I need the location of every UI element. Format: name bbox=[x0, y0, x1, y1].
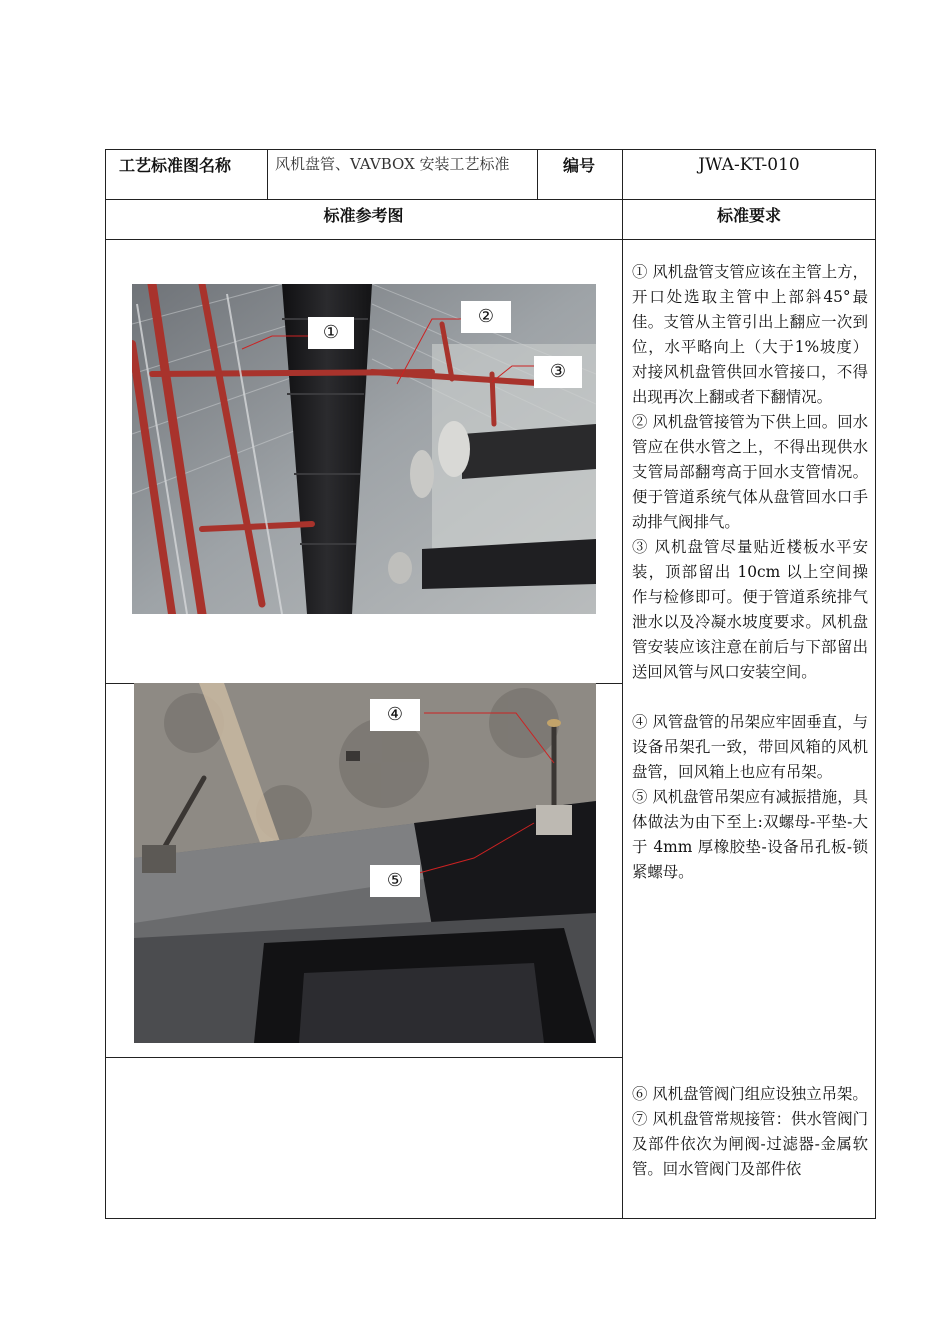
header-divider-2 bbox=[537, 149, 538, 199]
border-left bbox=[105, 149, 106, 1219]
callout-5: ⑤ bbox=[370, 865, 420, 897]
reference-photo-ceiling bbox=[132, 284, 596, 614]
spacer bbox=[632, 685, 868, 710]
border-right bbox=[875, 149, 876, 1219]
rule-under-column-titles bbox=[105, 239, 876, 240]
name-value: 风机盘管、VAVBOX 安装工艺标准 bbox=[275, 155, 510, 173]
column-divider bbox=[622, 149, 623, 1219]
border-top bbox=[105, 149, 876, 150]
rule-under-header bbox=[105, 199, 876, 200]
requirement-1: ① 风机盘管支管应该在主管上方，开口处选取主管中上部斜45°最佳。支管从主管引出上翻应一次到位，水平略向上（大于1%坡度）对接风机盘管供回水管接口，不得出现再次上翻或者下翻情况。 bbox=[632, 263, 868, 406]
standard-sheet bbox=[105, 149, 876, 1219]
callout-2: ② bbox=[461, 301, 511, 333]
reference-photo-hangers bbox=[134, 683, 596, 1043]
requirements-title: 标准要求 bbox=[716, 206, 781, 225]
requirement-5: ⑤ 风机盘管吊架应有减振措施，具体做法为由下至上:双螺母-平垫-大于 4mm 厚橡胶垫-设备吊孔板-锁紧螺母。 bbox=[632, 788, 868, 881]
ceiling-photo-illustration bbox=[132, 284, 596, 614]
border-bottom bbox=[105, 1218, 876, 1219]
requirement-4: ④ 风管盘管的吊架应牢固垂直，与设备吊架孔一致，带回风箱的风机盘管，回风箱上也应有吊架。 bbox=[632, 713, 868, 781]
requirement-3: ③ 风机盘管尽量贴近楼板水平安装，顶部留出 10cm 以上空间操作与检修即可。便于管道系统排气泄水以及冷凝水坡度要求。风机盘管安装应该注意在前后与下部留出送回风管与风口安装空间。 bbox=[632, 538, 868, 681]
callout-3: ③ bbox=[534, 356, 582, 388]
rule-under-photo2 bbox=[105, 1057, 622, 1058]
requirement-2: ② 风机盘管接管为下供上回。回水管应在供水管之上，不得出现供水支管局部翻弯高于回水支管情况。便于管道系统气体从盘管回水口手动排气阀排气。 bbox=[632, 413, 868, 531]
code-label: 编号 bbox=[563, 156, 596, 175]
requirements-text-2 bbox=[632, 1082, 868, 1182]
header-divider-1 bbox=[267, 149, 268, 199]
name-label: 工艺标准图名称 bbox=[119, 156, 232, 175]
requirement-6: ⑥ 风机盘管阀门组应设独立吊架。 bbox=[632, 1085, 868, 1103]
ref-image-title: 标准参考图 bbox=[323, 206, 404, 225]
callout-1: ① bbox=[308, 317, 354, 349]
requirements-text-1 bbox=[632, 260, 868, 885]
callout-4: ④ bbox=[370, 699, 420, 731]
hanger-photo-illustration bbox=[134, 683, 596, 1043]
requirement-7: ⑦ 风机盘管常规接管：供水管阀门及部件依次为闸阀-过滤器-金属软管。回水管阀门及部件依 bbox=[632, 1110, 868, 1178]
code-value: JWA-KT-010 bbox=[698, 155, 800, 175]
